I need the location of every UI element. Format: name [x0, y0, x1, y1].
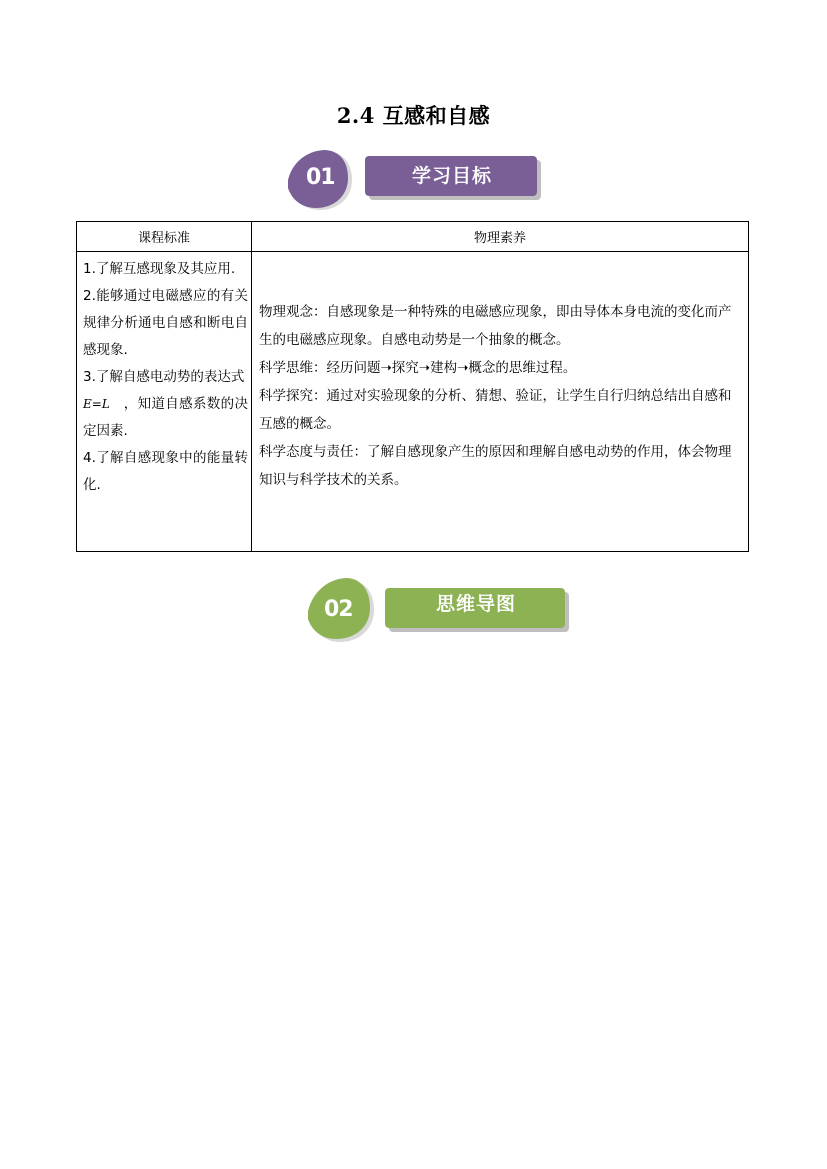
literacy-item: 物理观念：自感现象是一种特殊的电磁感应现象，即由导体本身电流的变化而产生的电磁感应现象。自感电动势是一个抽象的概念。 [259, 304, 732, 348]
section-banner-goals [288, 150, 543, 212]
standard-item: 2.能够通过电磁感应的有关规律分析通电自感和断电自感现象. [83, 288, 248, 358]
standard-item: 4.了解自感现象中的能量转化. [83, 450, 248, 493]
literacy-item: 科学态度与责任：了解自感现象产生的原因和理解自感电动势的作用，体会物理知识与科学技术的关系。 [259, 444, 732, 488]
section-label: 学习目标 [411, 165, 492, 187]
section-banner-mindmap [308, 578, 570, 644]
standard-item: 3.了解自感电动势的表达式 E=L ，知道自感系数的决定因素. [83, 369, 249, 439]
literacy-item: 科学探究：通过对实验现象的分析、猜想、验证，让学生自行归纳总结出自感和互感的概念。 [259, 388, 732, 432]
header-standards: 课程标准 [77, 222, 252, 252]
literacy-cell [252, 252, 749, 552]
formula: E=L [83, 397, 110, 411]
literacy-item: 科学思维：经历问题➝探究➝建构➝概念的思维过程。 [259, 360, 577, 376]
section-number: 02 [324, 597, 353, 622]
table-body-row [77, 252, 749, 552]
section-label: 思维导图 [435, 593, 516, 615]
section-number: 01 [306, 165, 335, 190]
header-literacy: 物理素养 [252, 222, 749, 252]
goals-table [76, 221, 749, 552]
standard-item: 1.了解互感现象及其应用. [83, 261, 236, 277]
standards-cell [77, 252, 252, 552]
table-header-row [77, 222, 749, 252]
page-title: 2.4 互感和自感 [336, 103, 491, 128]
